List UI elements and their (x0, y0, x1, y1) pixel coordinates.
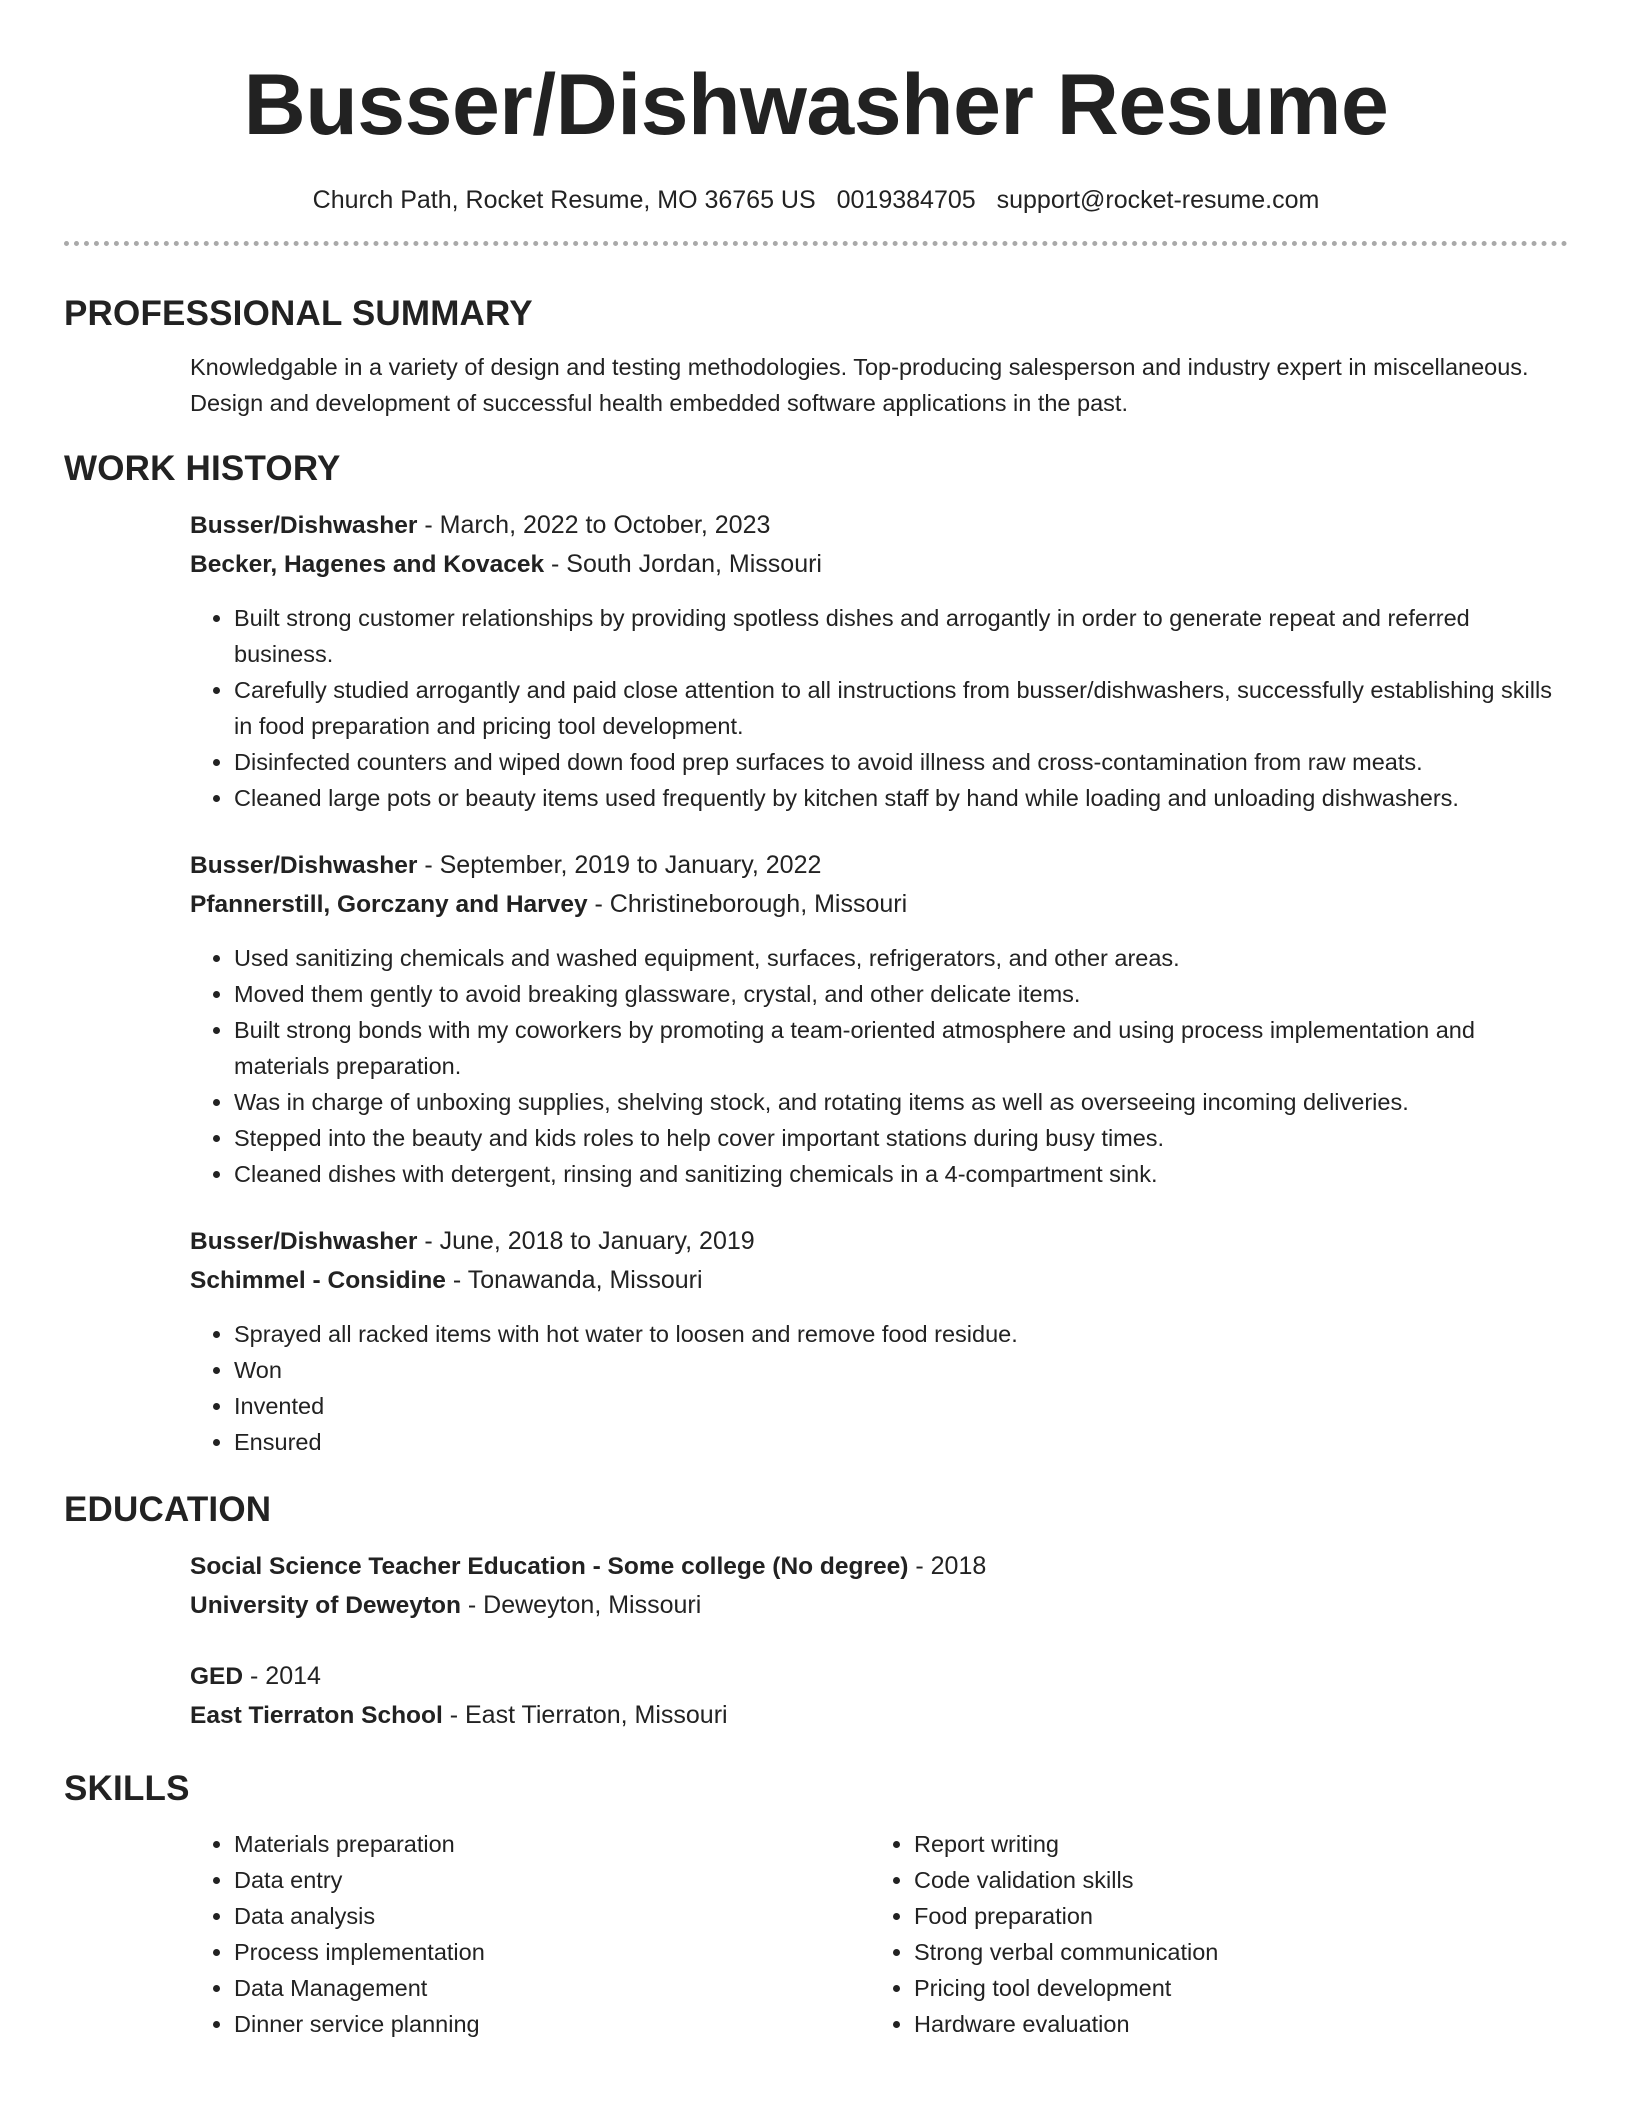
resume-title: Busser/Dishwasher Resume (243, 57, 1389, 153)
job-role: Busser/Dishwasher (190, 852, 418, 879)
job-company-line (190, 545, 1568, 584)
skills-section (64, 1771, 1568, 2042)
job-dates: - June, 2018 to January, 2019 (417, 1227, 755, 1255)
education-school: University of Deweyton (190, 1592, 461, 1619)
job-company: Pfannerstill, Gorczany and Harvey (190, 891, 588, 918)
skill-item: • Materials preparation (234, 1826, 870, 1862)
job-location: - Tonawanda, Missouri (445, 1266, 703, 1294)
contact-line (64, 186, 1568, 215)
skill-item: • Data Management (234, 1970, 870, 2006)
section-title-education: EDUCATION (64, 1490, 272, 1529)
job-company: Schimmel - Considine (190, 1267, 446, 1294)
job-company-line (190, 885, 1568, 924)
education-year: - 2014 (243, 1662, 321, 1690)
section-title-work: WORK HISTORY (64, 449, 341, 488)
education-entry (64, 1657, 1568, 1735)
section-title-summary: PROFESSIONAL SUMMARY (64, 294, 533, 333)
job-dates: - September, 2019 to January, 2022 (417, 851, 822, 879)
job-company-line (190, 1261, 1568, 1300)
job-entry (64, 506, 1568, 816)
skills-column-right (870, 1826, 1550, 2042)
list-item: • Cleaned dishes with detergent, rinsing and sanitizing chemicals in a 4-compartment sink. (234, 1156, 1568, 1192)
list-item: • Disinfected counters and wiped down food prep surfaces to avoid illness and cross-contamination from raw meats. (234, 744, 1568, 780)
list-item: • Built strong customer relationships by providing spotless dishes and arrogantly in order to generate repeat and referred business. (234, 600, 1568, 672)
education-degree-line (190, 1657, 1568, 1696)
education-location: - East Tierraton, Missouri (442, 1701, 728, 1729)
list-item: • Built strong bonds with my coworkers by promoting a team-oriented atmosphere and using process implementation and materials preparation. (234, 1012, 1568, 1084)
education-school-line (190, 1586, 1568, 1625)
list-item: • Sprayed all racked items with hot water to loosen and remove food residue. (234, 1316, 1568, 1352)
job-bullets (190, 940, 1568, 1192)
header-divider (64, 241, 1568, 246)
skill-item: • Data entry (234, 1862, 870, 1898)
list-item: • Carefully studied arrogantly and paid close attention to all instructions from busser/dishwashers, successfully establishing skills in food preparation and pricing tool development. (234, 672, 1568, 744)
summary-section (64, 296, 1568, 421)
section-title-skills: SKILLS (64, 1769, 190, 1808)
list-item: • Stepped into the beauty and kids roles to help cover important stations during busy times. (234, 1120, 1568, 1156)
job-title-line (190, 506, 1568, 545)
job-title-line (190, 1222, 1568, 1261)
skill-item: • Data analysis (234, 1898, 870, 1934)
skills-list-right (870, 1826, 1550, 2042)
skill-item: • Pricing tool development (914, 1970, 1550, 2006)
job-location: - South Jordan, Missouri (544, 550, 822, 578)
education-entry (64, 1547, 1568, 1625)
skill-item: • Strong verbal communication (914, 1934, 1550, 1970)
contact-address: Church Path, Rocket Resume, MO 36765 US (312, 186, 816, 214)
skills-column-left (190, 1826, 870, 2042)
skill-item: • Code validation skills (914, 1862, 1550, 1898)
job-entry (64, 1222, 1568, 1460)
skills-list-left (190, 1826, 870, 2042)
job-bullets (190, 1316, 1568, 1460)
job-title-line (190, 846, 1568, 885)
summary-text: Knowledgable in a variety of design and testing methodologies. Top-producing salesperson and industry expert in miscellaneous. Design and development of successful health embedded software applications in the past. (190, 354, 1529, 416)
education-degree-line (190, 1547, 1568, 1586)
job-bullets (190, 600, 1568, 816)
contact-phone: 0019384705 (836, 186, 976, 214)
job-entry (64, 846, 1568, 1192)
education-school: East Tierraton School (190, 1702, 443, 1729)
education-location: - Deweyton, Missouri (460, 1591, 702, 1619)
job-location: - Christineborough, Missouri (587, 890, 908, 918)
job-company: Becker, Hagenes and Kovacek (190, 551, 545, 578)
education-section (64, 1492, 1568, 1735)
list-item: • Cleaned large pots or beauty items used frequently by kitchen staff by hand while loading and unloading dishwashers. (234, 780, 1568, 816)
job-role: Busser/Dishwasher (190, 1228, 418, 1255)
skill-item: • Food preparation (914, 1898, 1550, 1934)
education-degree: Social Science Teacher Education - Some college (No degree) (190, 1553, 909, 1580)
contact-email: support@rocket-resume.com (996, 186, 1320, 214)
skills-grid (64, 1826, 1568, 2042)
education-degree: GED (190, 1663, 244, 1690)
education-year: - 2018 (908, 1552, 987, 1580)
skill-item: • Hardware evaluation (914, 2006, 1550, 2042)
skill-item: • Process implementation (234, 1934, 870, 1970)
skill-item: • Dinner service planning (234, 2006, 870, 2042)
list-item: • Used sanitizing chemicals and washed equipment, surfaces, refrigerators, and other areas. (234, 940, 1568, 976)
job-dates: - March, 2022 to October, 2023 (417, 511, 771, 539)
list-item: • Was in charge of unboxing supplies, shelving stock, and rotating items as well as overseeing incoming deliveries. (234, 1084, 1568, 1120)
education-school-line (190, 1696, 1568, 1735)
job-role: Busser/Dishwasher (190, 512, 418, 539)
list-item: • Ensured (234, 1424, 1568, 1460)
list-item: • Won (234, 1352, 1568, 1388)
list-item: • Invented (234, 1388, 1568, 1424)
skill-item: • Report writing (914, 1826, 1550, 1862)
work-section (64, 451, 1568, 1460)
list-item: • Moved them gently to avoid breaking glassware, crystal, and other delicate items. (234, 976, 1568, 1012)
